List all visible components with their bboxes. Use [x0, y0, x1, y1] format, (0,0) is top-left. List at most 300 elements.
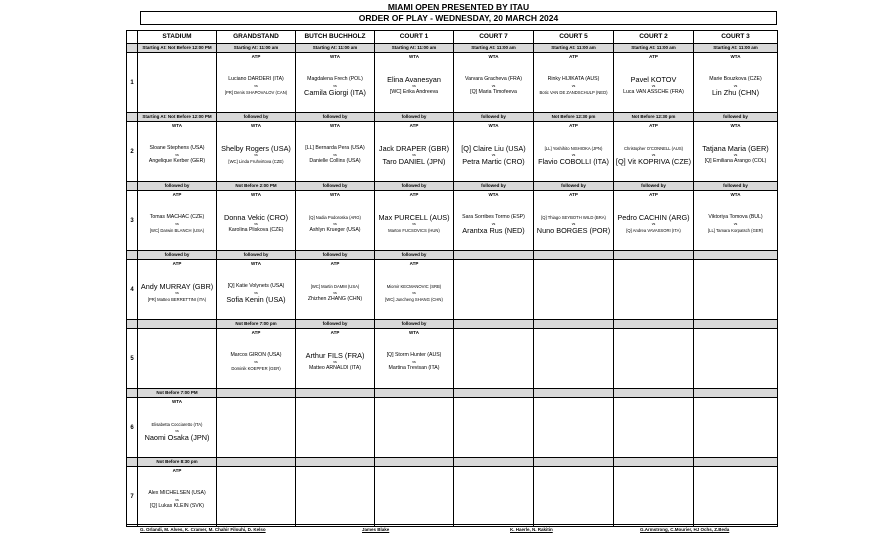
match-order-number: 1 [127, 53, 138, 113]
match-order-number: 6 [127, 398, 138, 458]
player-two: Luca VAN ASSCHE (FRA) [623, 89, 684, 95]
start-time-spacer [127, 113, 138, 122]
empty-cell [454, 467, 534, 527]
player-two: Zhizhen ZHANG (CHN) [307, 296, 363, 302]
match-players [217, 336, 295, 388]
empty-cell [217, 398, 296, 458]
match-players [138, 474, 216, 526]
start-time-label [296, 389, 375, 398]
versus-label: vs [254, 222, 258, 226]
court-header: COURT 1 [375, 31, 454, 44]
tour-label: WTA [488, 54, 499, 59]
player-one: Luciano DARDERI (ITA) [228, 76, 284, 82]
footer-officials-1: G. Orlandi, M. Alves, K. Cramer, M. Chahir Filouhi, D. Kelso [140, 527, 266, 532]
match-row [127, 329, 778, 389]
match-cell [375, 53, 454, 113]
order-of-play-heading: ORDER OF PLAY - WEDNESDAY, 20 MARCH 2024 [140, 11, 777, 25]
match-players [296, 129, 374, 181]
match-cell [375, 191, 454, 251]
versus-label: vs [571, 84, 576, 88]
match-cell [454, 122, 534, 182]
match-cell [614, 191, 694, 251]
match-cell [296, 191, 375, 251]
match-cell [694, 191, 778, 251]
player-one: Magdalena Frech (POL) [307, 76, 363, 82]
start-time-label: followed by [375, 182, 454, 191]
start-time-label [694, 389, 778, 398]
versus-label: vs [254, 84, 258, 88]
versus-label: vs [254, 291, 258, 295]
start-time-label [454, 389, 534, 398]
versus-label: vs [175, 222, 179, 226]
empty-cell [614, 329, 694, 389]
versus-label: vs [333, 291, 337, 295]
match-row [127, 398, 778, 458]
match-row [127, 53, 778, 113]
versus-label: vs [175, 153, 179, 157]
empty-cell [296, 467, 375, 527]
versus-label: vs [491, 153, 496, 157]
court-header: COURT 3 [694, 31, 778, 44]
court-header-row [127, 31, 778, 44]
tour-label: WTA [330, 54, 340, 59]
match-row [127, 191, 778, 251]
order-of-play-table [126, 30, 778, 527]
player-one: Jack DRAPER (GBR) [378, 144, 450, 153]
player-two: [WC] Erika Andreeva [389, 89, 439, 95]
player-two: Dominik KOEPFER (GER) [231, 366, 281, 371]
match-cell [534, 122, 614, 182]
player-one: Marcos GIRON (USA) [230, 352, 282, 358]
start-time-label: Starting At: Not Before 12:00 PM [138, 44, 217, 53]
match-cell [138, 191, 217, 251]
officials-footer [126, 524, 777, 537]
match-players [614, 60, 693, 112]
player-one: Pavel KOTOV [630, 75, 677, 84]
versus-label: vs [175, 291, 179, 295]
player-two: Danielle Collins (USA) [309, 158, 361, 164]
start-time-label: Starting At: 11:00 am [694, 44, 778, 53]
player-one: Sara Sorribes Tormo (ESP) [462, 214, 525, 220]
player-one: Max PURCELL (AUS) [378, 213, 450, 222]
versus-label: vs [175, 498, 179, 502]
player-two: Arantxa Rus (NED) [462, 226, 525, 235]
player-one: Donna Vekic (CRO) [223, 213, 289, 222]
versus-label: vs [733, 222, 738, 226]
start-time-label [614, 320, 694, 329]
match-row [127, 467, 778, 527]
player-two: Botic VAN DE ZANDSCHULP (NED) [539, 90, 608, 95]
tour-label: ATP [649, 192, 658, 197]
empty-cell [694, 467, 778, 527]
start-time-label: followed by [217, 251, 296, 260]
start-time-label: Starting At: 11:00 am [454, 44, 534, 53]
player-two: Petra Martic (CRO) [462, 157, 525, 166]
tour-label: WTA [251, 261, 261, 266]
match-row [127, 260, 778, 320]
empty-cell [138, 53, 217, 113]
match-players [454, 129, 533, 181]
tour-label: ATP [409, 123, 419, 128]
versus-label: vs [333, 360, 337, 364]
match-players [534, 60, 613, 112]
row-number-header [127, 31, 138, 44]
match-cell [694, 53, 778, 113]
tour-label: ATP [649, 54, 658, 59]
versus-label: vs [491, 222, 496, 226]
tour-label: WTA [409, 54, 419, 59]
versus-label: vs [651, 153, 656, 157]
match-players [138, 267, 216, 319]
tour-label: WTA [172, 399, 182, 404]
player-two: [Q] Emiliana Arango (COL) [704, 158, 767, 164]
start-time-label: followed by [138, 251, 217, 260]
player-one: Miomir KECMANOVIC (SRB) [386, 284, 442, 289]
player-one: Elina Avanesyan [387, 75, 441, 84]
player-two: Naomi Osaka (JPN) [144, 433, 210, 442]
match-players [375, 267, 453, 319]
match-players [534, 129, 613, 181]
court-header: COURT 2 [614, 31, 694, 44]
match-cell [296, 260, 375, 320]
match-players [296, 336, 374, 388]
match-cell [138, 122, 217, 182]
start-time-label: Not Before 2:00 PM [217, 182, 296, 191]
player-one: [Q] Katie Volynets (USA) [227, 283, 285, 289]
player-two: Angelique Kerber (GER) [148, 158, 206, 164]
start-time-label: followed by [454, 182, 534, 191]
versus-label: vs [254, 153, 258, 157]
match-players [694, 129, 777, 181]
tour-label: ATP [569, 192, 578, 197]
footer-officials-2: James Blake [362, 527, 390, 532]
start-time-label [454, 458, 534, 467]
match-cell [217, 53, 296, 113]
tour-label: WTA [251, 123, 261, 128]
court-header: BUTCH BUCHHOLZ [296, 31, 375, 44]
player-two: Flavio COBOLLI (ITA) [538, 157, 609, 166]
tour-label: WTA [488, 123, 499, 128]
player-two: Karolina Pliskova (CZE) [228, 227, 284, 233]
start-time-label [454, 251, 534, 260]
court-header: COURT 5 [534, 31, 614, 44]
match-cell [375, 122, 454, 182]
start-time-label: Not Before 12:30 pm [534, 113, 614, 122]
start-time-label: Not Before 12:30 pm [614, 113, 694, 122]
match-cell [217, 191, 296, 251]
court-header: STADIUM [138, 31, 217, 44]
versus-label: vs [571, 153, 576, 157]
match-order-number: 3 [127, 191, 138, 251]
match-players [375, 129, 453, 181]
player-one: Tomas MACHAC (CZE) [149, 214, 205, 220]
empty-cell [375, 467, 454, 527]
versus-label: vs [412, 222, 416, 226]
start-time-label [534, 389, 614, 398]
player-one: [Q] Thiago SEYBOTH WILD (BRA) [541, 215, 606, 220]
tour-label: ATP [569, 54, 578, 59]
start-time-label [375, 458, 454, 467]
tour-label: ATP [330, 330, 340, 335]
match-row [127, 122, 778, 182]
match-order-number: 4 [127, 260, 138, 320]
start-time-spacer [127, 389, 138, 398]
empty-cell [296, 398, 375, 458]
start-time-label [138, 320, 217, 329]
player-two: Marton FUCSOVICS (HUN) [388, 228, 440, 233]
player-one: Varvara Gracheva (FRA) [465, 76, 522, 82]
tour-label: WTA [730, 54, 741, 59]
tour-label: ATP [409, 192, 419, 197]
player-two: [LL] Tamara Korpatsch (GER) [707, 228, 764, 233]
versus-label: vs [651, 84, 656, 88]
start-time-label: followed by [296, 320, 375, 329]
versus-label: vs [412, 153, 416, 157]
versus-label: vs [412, 84, 416, 88]
start-time-label: followed by [375, 113, 454, 122]
start-time-spacer [127, 320, 138, 329]
start-time-label [217, 458, 296, 467]
match-order-number: 7 [127, 467, 138, 527]
match-players [614, 198, 693, 250]
match-players [217, 60, 295, 112]
player-one: Viktoriya Tomova (BUL) [708, 214, 763, 220]
player-one: Arthur FILS (FRA) [305, 351, 365, 360]
start-time-spacer [127, 458, 138, 467]
player-two: Martina Trevisan (ITA) [388, 365, 440, 371]
player-two: Camila Giorgi (ITA) [304, 88, 366, 97]
order-of-play-sheet [126, 0, 777, 539]
start-time-row [127, 182, 778, 191]
versus-label: vs [651, 222, 656, 226]
start-time-label [454, 320, 534, 329]
match-players [217, 198, 295, 250]
start-time-label: followed by [534, 182, 614, 191]
match-cell [454, 191, 534, 251]
versus-label: vs [412, 360, 416, 364]
tour-label: ATP [251, 54, 261, 59]
start-time-label [217, 389, 296, 398]
court-header: GRANDSTAND [217, 31, 296, 44]
versus-label: vs [333, 222, 337, 226]
start-time-label [694, 251, 778, 260]
match-players [454, 198, 533, 250]
player-one: [LL] Bernarda Pera (USA) [305, 145, 365, 151]
empty-cell [614, 467, 694, 527]
versus-label: vs [175, 429, 179, 433]
tournament-title: MIAMI OPEN PRESENTED BY ITAU [387, 2, 530, 12]
match-cell [454, 53, 534, 113]
start-time-label: followed by [138, 182, 217, 191]
versus-label: vs [333, 153, 337, 157]
empty-cell [138, 329, 217, 389]
match-cell [138, 398, 217, 458]
start-time-label [375, 389, 454, 398]
tour-label: ATP [330, 261, 340, 266]
tour-label: WTA [488, 192, 499, 197]
match-cell [217, 260, 296, 320]
player-two: [PR] Matteo BERRETTINI (ITA) [147, 297, 207, 302]
start-time-label: followed by [296, 182, 375, 191]
match-players [296, 267, 374, 319]
start-time-spacer [127, 182, 138, 191]
match-players [614, 129, 693, 181]
player-two: [WC] Linda Fruhvirtova (CZE) [228, 159, 284, 164]
tour-label: WTA [172, 123, 182, 128]
match-cell [296, 329, 375, 389]
empty-cell [454, 329, 534, 389]
empty-cell [217, 467, 296, 527]
match-cell [217, 329, 296, 389]
footer-officials-4: G.Armstrong, C.Mourier, HJ Ochs, Z.Beda [640, 527, 730, 532]
start-time-label: Starting At: 11:00 am [534, 44, 614, 53]
start-time-label: Starting At: 11:00 am [217, 44, 296, 53]
player-two: [Q] Lukas KLEIN (SVK) [150, 503, 204, 509]
match-order-number: 5 [127, 329, 138, 389]
empty-cell [534, 467, 614, 527]
player-one: Sloane Stephens (USA) [149, 145, 205, 151]
start-time-label: followed by [296, 251, 375, 260]
player-one: Alex MICHELSEN (USA) [148, 490, 206, 496]
match-players [296, 60, 374, 112]
start-time-label: Starting At: 11:00 am [375, 44, 454, 53]
player-two: [Q] Andrea VAVASSORI (ITA) [626, 228, 681, 233]
player-one: Shelby Rogers (USA) [221, 144, 291, 153]
versus-label: vs [254, 360, 258, 364]
match-players [694, 198, 777, 250]
player-one: Marie Bouzkova (CZE) [709, 76, 762, 82]
match-cell [614, 53, 694, 113]
start-time-row [127, 389, 778, 398]
start-time-label: Starting At: 11:00 am [614, 44, 694, 53]
match-players [296, 198, 374, 250]
tour-label: WTA [330, 192, 340, 197]
start-time-label [534, 251, 614, 260]
player-two: [Q] Vit KOPRIVA (CZE) [615, 157, 692, 166]
player-two: [WC] Darwin BLANCH (USA) [149, 228, 205, 233]
match-cell [694, 122, 778, 182]
start-time-label: followed by [614, 182, 694, 191]
start-time-label [614, 251, 694, 260]
player-two: [WC] Juncheng SHANG (CHN) [385, 297, 443, 302]
match-cell [614, 122, 694, 182]
versus-label: vs [333, 84, 337, 88]
start-time-label: followed by [375, 320, 454, 329]
start-time-label: followed by [694, 182, 778, 191]
start-time-label: followed by [454, 113, 534, 122]
footer-officials-3: K. Haerle, N. Rakitin [510, 527, 553, 532]
player-one: [WC] Martin DAMM (USA) [310, 284, 360, 289]
match-cell [138, 467, 217, 527]
empty-cell [534, 329, 614, 389]
empty-cell [375, 398, 454, 458]
empty-cell [534, 398, 614, 458]
match-cell [296, 122, 375, 182]
match-players [454, 60, 533, 112]
empty-cell [694, 398, 778, 458]
player-one: Elisabetta Cocciaretto (ITA) [151, 422, 203, 427]
player-two: Matteo ARNALDI (ITA) [308, 365, 362, 371]
start-time-spacer [127, 44, 138, 53]
tour-label: WTA [251, 192, 261, 197]
match-cell [138, 260, 217, 320]
start-time-label [534, 458, 614, 467]
versus-label: vs [733, 84, 738, 88]
match-players [217, 267, 295, 319]
start-time-label: Not Before 8:30 pm [138, 458, 217, 467]
empty-cell [614, 260, 694, 320]
match-cell [534, 191, 614, 251]
start-time-label [296, 458, 375, 467]
match-players [138, 405, 216, 457]
versus-label: vs [733, 153, 738, 157]
match-cell [296, 53, 375, 113]
tour-label: WTA [730, 192, 741, 197]
tour-label: ATP [569, 123, 578, 128]
match-order-number: 2 [127, 122, 138, 182]
match-players [375, 198, 453, 250]
start-time-row [127, 44, 778, 53]
start-time-label: Not Before 7:00 pm [217, 320, 296, 329]
versus-label: vs [491, 84, 496, 88]
match-cell [375, 260, 454, 320]
match-players [138, 198, 216, 250]
match-cell [375, 329, 454, 389]
start-time-label [534, 320, 614, 329]
empty-cell [694, 329, 778, 389]
match-players [375, 60, 453, 112]
start-time-label: followed by [375, 251, 454, 260]
player-one: [Q] Claire Liu (USA) [461, 144, 526, 153]
player-two: Taro DANIEL (JPN) [382, 157, 446, 166]
versus-label: vs [412, 291, 416, 295]
player-one: Andy MURRAY (GBR) [140, 282, 214, 291]
player-two: Lin Zhu (CHN) [711, 88, 760, 97]
empty-cell [454, 260, 534, 320]
tour-label: ATP [251, 330, 261, 335]
player-one: Christopher O'CONNELL (AUS) [623, 146, 684, 151]
tour-label: WTA [409, 330, 419, 335]
player-one: Rinky HIJIKATA (AUS) [547, 76, 600, 82]
start-time-label [614, 389, 694, 398]
start-time-label: Starting At: Not Before 12:00 PM [138, 113, 217, 122]
start-time-row [127, 251, 778, 260]
empty-cell [614, 398, 694, 458]
player-one: Pedro CACHIN (ARG) [617, 213, 690, 222]
court-header: COURT 7 [454, 31, 534, 44]
start-time-row [127, 458, 778, 467]
empty-cell [454, 398, 534, 458]
start-time-label: Starting At: 11:00 am [296, 44, 375, 53]
start-time-row [127, 320, 778, 329]
match-cell [534, 53, 614, 113]
match-players [138, 129, 216, 181]
versus-label: vs [571, 222, 576, 226]
start-time-label: Not Before 7:00 PM [138, 389, 217, 398]
start-time-label [614, 458, 694, 467]
start-time-label: followed by [217, 113, 296, 122]
start-time-label [694, 320, 778, 329]
tour-label: ATP [409, 261, 419, 266]
match-cell [217, 122, 296, 182]
tour-label: ATP [172, 468, 182, 473]
tour-label: ATP [172, 192, 182, 197]
empty-cell [534, 260, 614, 320]
tour-label: WTA [730, 123, 741, 128]
player-two: Nuno BORGES (POR) [536, 226, 611, 235]
match-players [694, 60, 777, 112]
player-two: Sofia Kenin (USA) [226, 295, 286, 304]
